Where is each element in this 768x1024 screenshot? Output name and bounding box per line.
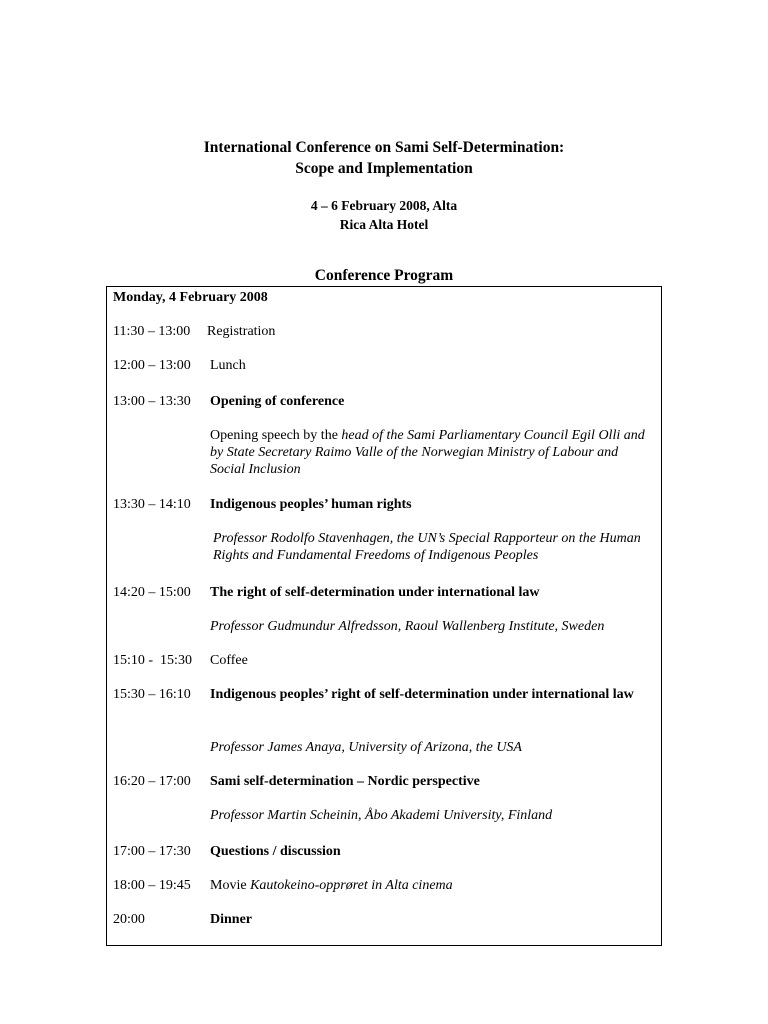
session-time: 12:00 – 13:00 bbox=[113, 358, 191, 373]
session-event: Sami self-determination – Nordic perspective bbox=[210, 774, 480, 789]
schedule-table bbox=[106, 286, 662, 946]
session-time: 15:10 - 15:30 bbox=[113, 653, 192, 668]
session-time: 15:30 – 16:10 bbox=[113, 687, 191, 702]
speaker-opening-prefix: Opening speech by the bbox=[210, 428, 342, 443]
speaker-human-rights: Professor Rodolfo Stavenhagen, the UN’s Special Rapporteur on the Human Rights and Fundamental Freedoms of Indigenous Peoples bbox=[213, 531, 641, 563]
conference-dates: 4 – 6 February 2008, Alta bbox=[310, 198, 458, 213]
session-time: 11:30 – 13:00 bbox=[113, 324, 191, 339]
session-event bbox=[210, 877, 650, 894]
session-event: Indigenous peoples’ human rights bbox=[210, 497, 412, 512]
session-time: 14:20 – 15:00 bbox=[113, 585, 191, 600]
movie-prefix: Movie bbox=[210, 878, 251, 893]
session-event: Lunch bbox=[210, 358, 246, 373]
session-time: 17:00 – 17:30 bbox=[113, 844, 191, 859]
conference-title-line-1: International Conference on Sami Self-Determination: bbox=[203, 139, 565, 156]
session-event: Registration bbox=[207, 324, 276, 339]
conference-title-line-2: Scope and Implementation bbox=[295, 160, 473, 177]
session-time: 18:00 – 19:45 bbox=[113, 878, 191, 893]
day-heading: Monday, 4 February 2008 bbox=[113, 290, 268, 305]
session-event: Dinner bbox=[210, 912, 252, 927]
session-time: 13:00 – 13:30 bbox=[113, 394, 191, 409]
speaker-opening bbox=[210, 427, 655, 478]
session-event: Indigenous peoples’ right of self-determination under international law bbox=[210, 687, 634, 702]
session-time: 16:20 – 17:00 bbox=[113, 774, 191, 789]
session-event: The right of self-determination under international law bbox=[210, 585, 540, 600]
movie-title: Kautokeino-opprøret in Alta cinema bbox=[250, 878, 453, 893]
session-event: Questions / discussion bbox=[210, 844, 341, 859]
session-time: 20:00 bbox=[113, 912, 145, 927]
speaker-nordic: Professor Martin Scheinin, Åbo Akademi University, Finland bbox=[210, 808, 553, 823]
conference-title bbox=[0, 137, 768, 179]
speaker-indigenous-right: Professor James Anaya, University of Arizona, the USA bbox=[210, 740, 522, 755]
conference-venue: Rica Alta Hotel bbox=[339, 217, 429, 232]
session-event: Coffee bbox=[210, 653, 248, 668]
session-event: Opening of conference bbox=[210, 394, 345, 409]
session-time: 13:30 – 14:10 bbox=[113, 497, 191, 512]
speaker-opening-names: head of the Sami Parliamentary Council Egil Olli and by State Secretary Raimo Valle of the Norwegian Ministry of Labour and Social Inclusion bbox=[210, 428, 645, 477]
speaker-self-determination: Professor Gudmundur Alfredsson, Raoul Wallenberg Institute, Sweden bbox=[210, 619, 605, 634]
conference-details bbox=[0, 196, 768, 234]
program-title: Conference Program bbox=[314, 267, 454, 284]
